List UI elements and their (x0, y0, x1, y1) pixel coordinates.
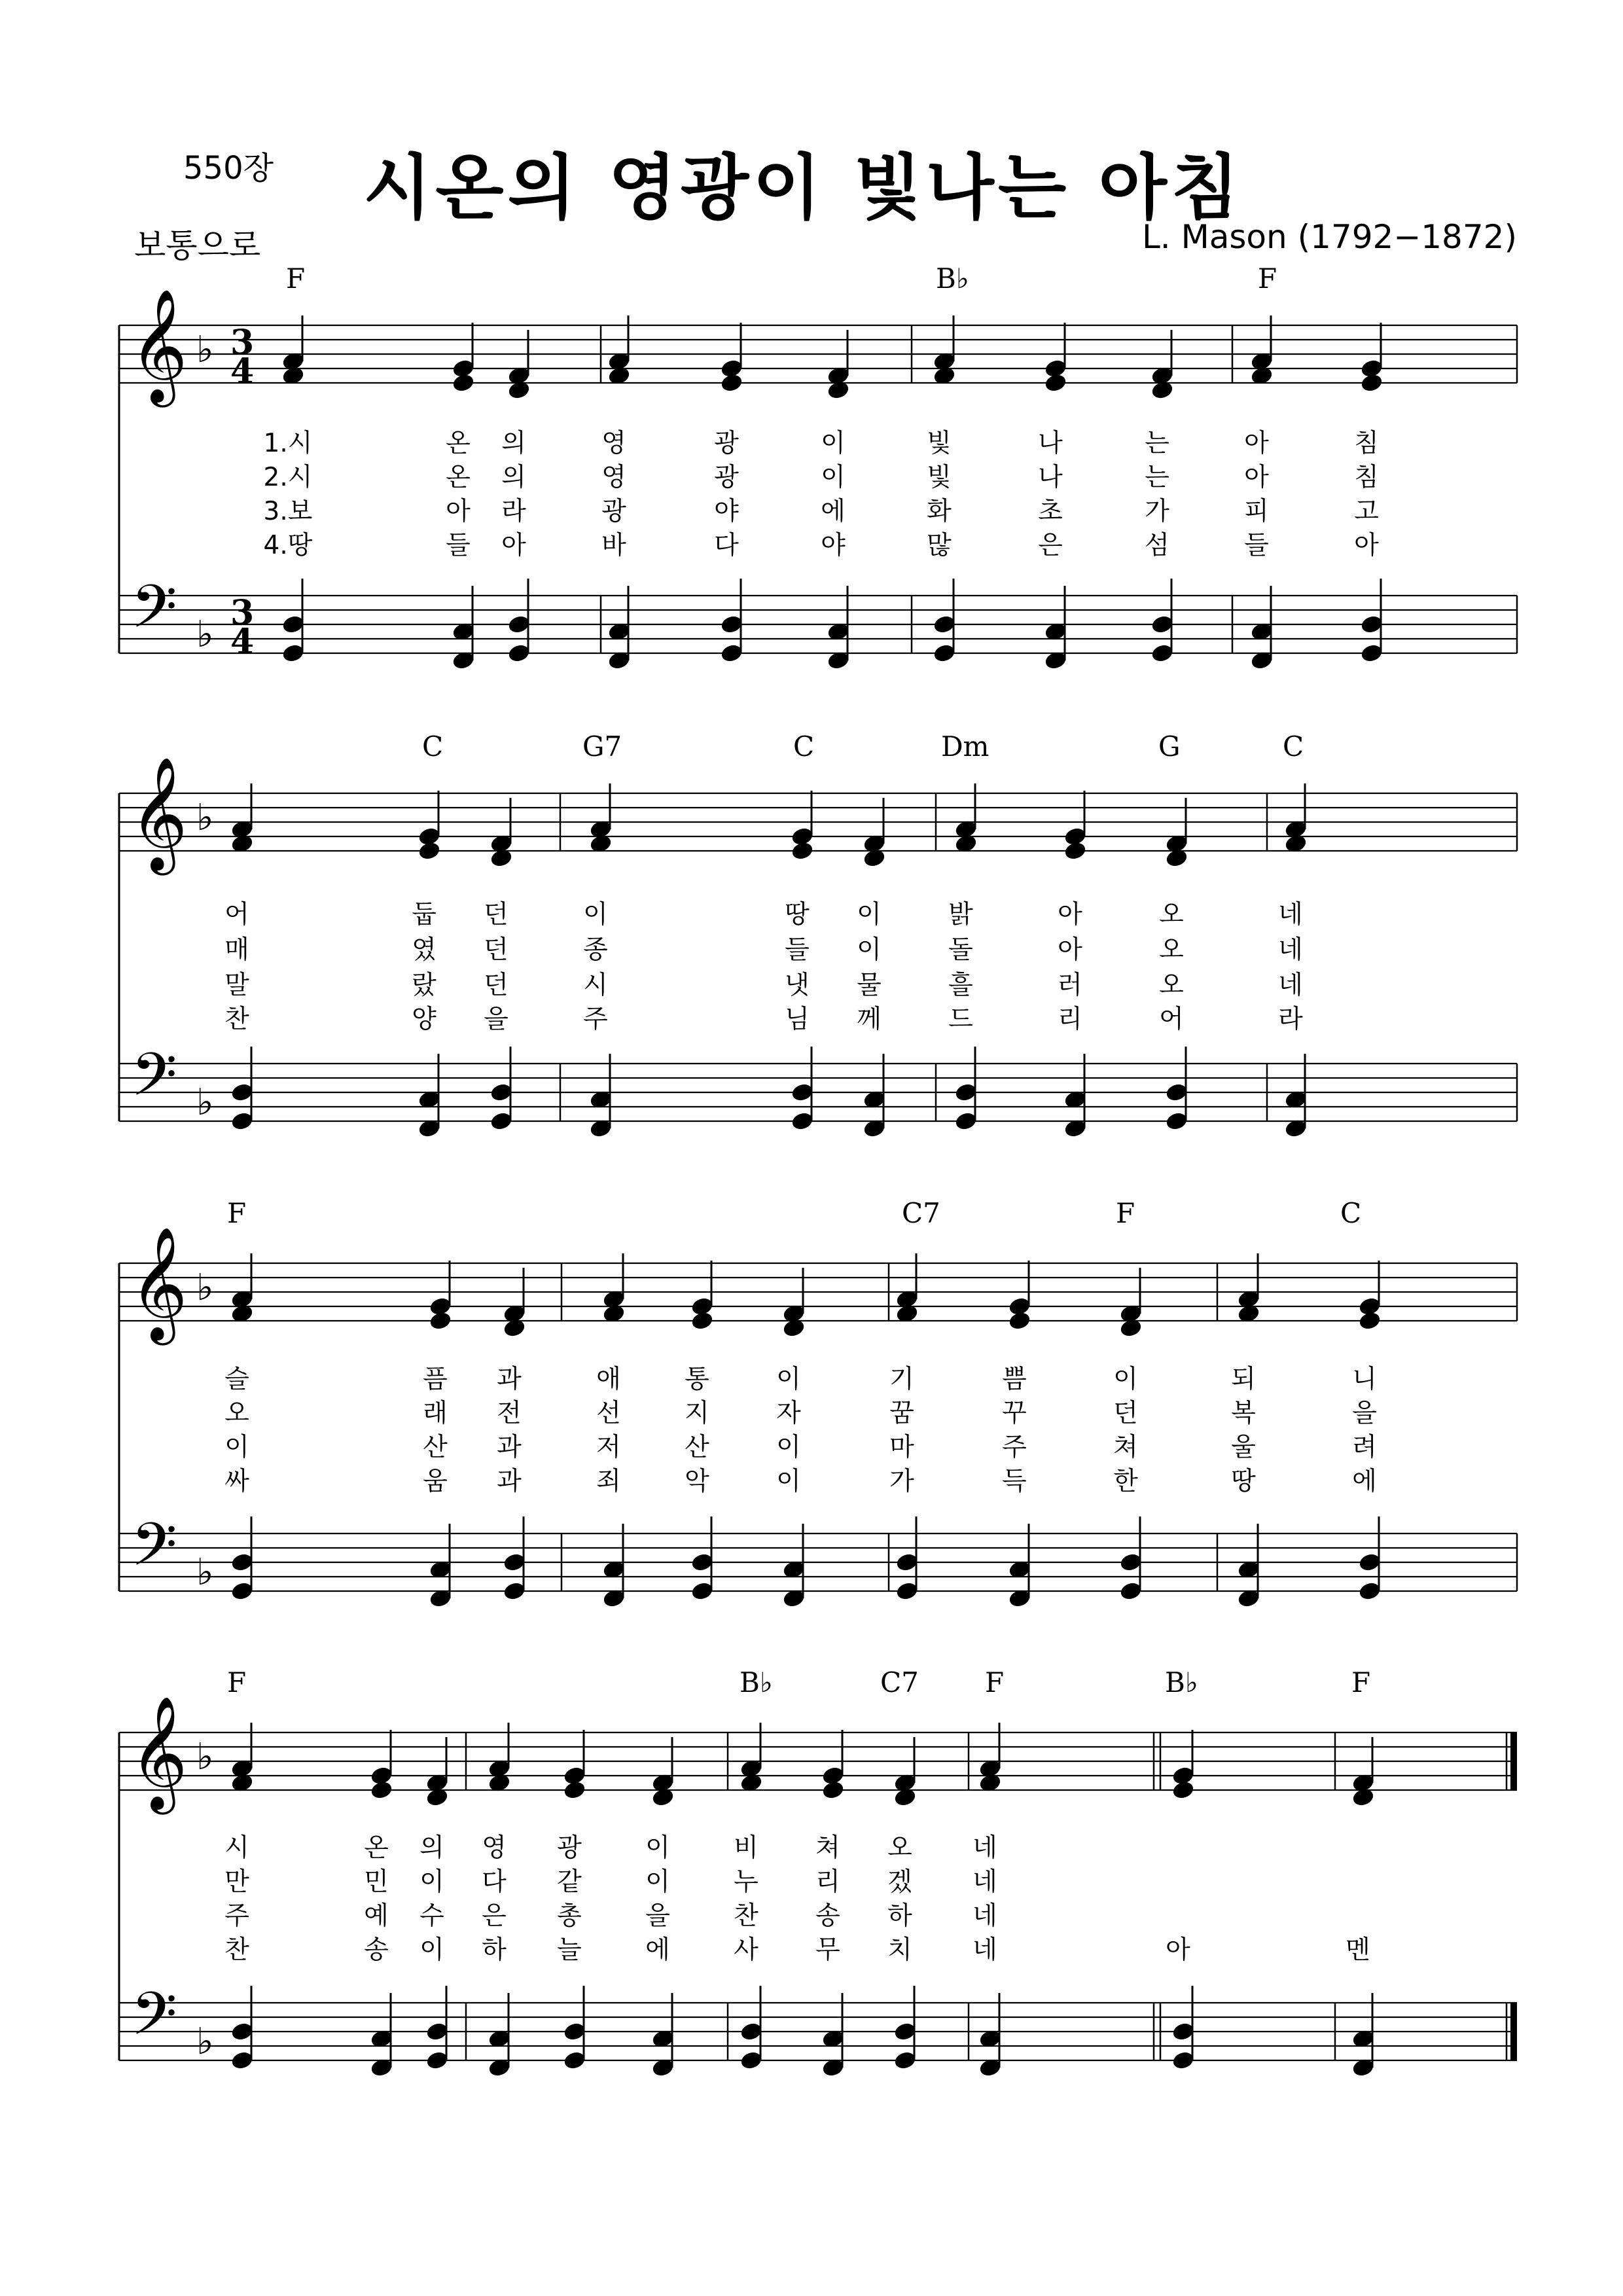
treble-note-head (563, 1780, 586, 1801)
lyric-syllable: 아 (1244, 463, 1269, 492)
bass-key-flat-icon: ♭ (196, 1551, 214, 1594)
chord-symbol: F (286, 262, 306, 295)
lyric-syllable: 무 (815, 1935, 840, 1965)
lyric-syllable: 악 (685, 1467, 709, 1496)
lyric-syllable: 바 (601, 531, 626, 560)
lyric-syllable: 수 (419, 1901, 444, 1931)
lyric-syllable: 빛 (927, 463, 952, 492)
lyric-syllable: 였 (412, 935, 437, 965)
lyric-syllable: 늘 (557, 1935, 582, 1965)
lyric-syllable: 주 (1002, 1433, 1027, 1462)
bass-clef-icon: 𝄢 (131, 1510, 177, 1594)
hymn-title: 시온의 영광이 빛나는 아침 (363, 147, 1243, 229)
lyric-syllable: 의 (419, 1833, 444, 1863)
chord-symbol: Dm (941, 730, 990, 762)
lyric-syllable: 전 (497, 1399, 522, 1428)
lyric-syllable: 을 (645, 1901, 670, 1931)
lyric-syllable: 리 (815, 1867, 840, 1897)
lyric-syllable: 가 (1145, 497, 1169, 526)
lyric-syllable: 찬 (734, 1901, 758, 1931)
treble-key-flat-icon: ♭ (196, 1736, 214, 1778)
lyric-syllable: 하 (482, 1935, 507, 1965)
lyric-syllable: 섬 (1145, 531, 1169, 560)
lyric-syllable: 가 (889, 1467, 914, 1496)
lyric-syllable: 이 (857, 900, 882, 929)
treble-staff (119, 793, 1517, 851)
lyric-syllable: 이 (776, 1433, 801, 1462)
lyric-syllable: 과 (497, 1467, 522, 1496)
lyric-syllable: 오 (1159, 900, 1184, 929)
lyric-syllable: 피 (1244, 497, 1269, 526)
lyric-syllable: 송 (364, 1935, 389, 1965)
lyric-syllable: 이 (419, 1935, 444, 1965)
chord-symbol: F (227, 1197, 247, 1229)
lyric-syllable: 영 (482, 1833, 507, 1863)
lyric-syllable: 산 (685, 1433, 709, 1462)
lyric-syllable: 은 (1038, 531, 1063, 560)
lyric-syllable: 비 (734, 1833, 758, 1863)
chord-symbol: C7 (880, 1666, 919, 1698)
lyric-syllable: 침 (1354, 429, 1379, 458)
bass-clef-icon: 𝄢 (131, 572, 177, 656)
lyric-syllable: 기 (889, 1365, 914, 1394)
chord-symbol: G7 (582, 730, 622, 762)
lyric-syllable: 3.보 (263, 497, 313, 526)
lyric-syllable: 어 (224, 900, 249, 929)
lyric-syllable: 득 (1002, 1467, 1027, 1496)
lyric-syllable: 쁨 (1002, 1365, 1027, 1394)
lyric-syllable: 야 (821, 531, 846, 560)
lyric-syllable: 마 (889, 1433, 914, 1462)
lyric-syllable: 영 (601, 429, 626, 458)
treble-note-head (370, 1780, 393, 1801)
lyric-syllable: 싸 (224, 1467, 249, 1496)
bass-staff (119, 1534, 1517, 1591)
lyric-syllable: 민 (364, 1867, 389, 1897)
lyric-syllable: 래 (423, 1399, 448, 1428)
lyric-syllable: 이 (583, 900, 608, 929)
lyric-syllable: 에 (821, 497, 846, 526)
lyric-syllable: 초 (1038, 497, 1063, 526)
lyric-syllable: 오 (887, 1833, 912, 1863)
lyric-syllable: 자 (776, 1399, 801, 1428)
treble-note-head (1008, 1311, 1031, 1331)
treble-staff (119, 325, 1517, 383)
lyric-syllable: 말 (224, 971, 249, 1000)
lyric-syllable: 찬 (224, 1005, 249, 1034)
lyric-syllable: 같 (557, 1867, 582, 1897)
lyric-syllable: 하 (887, 1901, 912, 1931)
lyric-syllable: 던 (484, 971, 508, 1000)
final-barline (1510, 2003, 1517, 2060)
lyric-syllable: 을 (1352, 1399, 1377, 1428)
lyric-syllable: 광 (714, 429, 739, 458)
lyric-syllable: 아 (501, 531, 526, 560)
tempo-marking: 보통으로 (134, 226, 261, 264)
lyric-syllable: 통 (685, 1365, 709, 1394)
lyric-syllable: 들 (446, 531, 471, 560)
lyric-syllable: 아 (1354, 531, 1379, 560)
lyric-syllable: 오 (1159, 935, 1184, 965)
lyric-syllable: 오 (1159, 971, 1184, 1000)
treble-note-head (791, 841, 814, 861)
treble-clef-icon: 𝄞 (130, 1227, 188, 1340)
lyric-syllable: 네 (1278, 935, 1303, 965)
lyric-syllable: 에 (645, 1935, 670, 1965)
lyric-syllable: 온 (364, 1833, 389, 1863)
lyric-syllable: 려 (1352, 1433, 1377, 1462)
lyric-syllable: 라 (501, 497, 526, 526)
lyric-syllable: 이 (776, 1467, 801, 1496)
lyric-syllable: 광 (714, 463, 739, 492)
treble-key-flat-icon: ♭ (196, 1266, 214, 1309)
chord-symbol: C7 (902, 1197, 940, 1229)
lyric-syllable: 시 (583, 971, 608, 1000)
lyric-syllable: 광 (557, 1833, 582, 1863)
lyric-syllable: 던 (484, 935, 508, 965)
time-signature-top: 3 (230, 323, 255, 363)
time-signature-bottom: 4 (230, 622, 255, 662)
treble-staff (119, 1263, 1517, 1321)
lyric-syllable: 총 (557, 1901, 582, 1931)
lyric-syllable: 은 (482, 1901, 507, 1931)
lyric-syllable: 는 (1145, 429, 1169, 458)
lyric-syllable: 땅 (1231, 1467, 1256, 1496)
chord-symbol: F (227, 1666, 247, 1698)
lyric-syllable: 돌 (948, 935, 973, 965)
lyric-syllable: 나 (1038, 463, 1063, 492)
treble-note-head (1360, 373, 1383, 393)
chord-symbol: G (1158, 730, 1181, 762)
lyric-syllable: 이 (1113, 1365, 1138, 1394)
lyric-syllable: 라 (1278, 1005, 1303, 1034)
lyric-syllable: 나 (1038, 429, 1063, 458)
lyric-syllable: 찬 (224, 1935, 249, 1965)
lyric-syllable: 영 (601, 463, 626, 492)
treble-note-head (821, 1780, 845, 1801)
lyric-syllable: 던 (484, 900, 508, 929)
lyric-syllable: 되 (1231, 1365, 1256, 1394)
lyric-syllable: 산 (423, 1433, 448, 1462)
lyric-syllable: 이 (821, 463, 846, 492)
lyric-syllable: 침 (1354, 463, 1379, 492)
lyric-syllable: 네 (972, 1833, 997, 1863)
lyric-syllable: 저 (596, 1433, 621, 1462)
lyric-syllable: 밝 (948, 900, 973, 929)
lyric-syllable: 꿈 (889, 1399, 914, 1428)
lyric-syllable: 주 (583, 1005, 608, 1034)
lyric-syllable: 던 (1113, 1399, 1138, 1428)
lyric-syllable: 이 (224, 1433, 249, 1462)
lyric-syllable: 사 (734, 1935, 758, 1965)
lyric-syllable: 과 (497, 1365, 522, 1394)
lyric-syllable: 오 (224, 1399, 249, 1428)
lyric-syllable: 주 (224, 1901, 249, 1931)
treble-clef-icon: 𝄞 (130, 757, 188, 870)
lyric-syllable: 물 (857, 971, 882, 1000)
lyric-syllable: 이 (776, 1365, 801, 1394)
chord-symbol: C (1340, 1197, 1362, 1229)
lyric-syllable: 2.시 (263, 463, 313, 492)
bass-key-flat-icon: ♭ (196, 2020, 214, 2063)
lyric-syllable: 야 (714, 497, 739, 526)
treble-note-head (1044, 373, 1067, 393)
treble-staff (119, 1732, 1517, 1790)
treble-note-head (1358, 1311, 1382, 1331)
lyric-syllable: 다 (714, 531, 739, 560)
treble-key-flat-icon: ♭ (196, 797, 214, 839)
lyric-syllable: 들 (1244, 531, 1269, 560)
lyric-syllable: 아 (1058, 900, 1082, 929)
lyric-syllable: 애 (596, 1365, 621, 1394)
lyric-syllable: 한 (1113, 1467, 1138, 1496)
lyric-syllable: 아 (1244, 429, 1269, 458)
lyric-syllable: 만 (224, 1867, 249, 1897)
lyric-syllable: 다 (482, 1867, 507, 1897)
lyric-syllable: 이 (821, 429, 846, 458)
lyric-syllable: 치 (887, 1935, 912, 1965)
lyric-syllable: 고 (1354, 497, 1379, 526)
bass-key-flat-icon: ♭ (196, 1081, 214, 1124)
lyric-syllable: 어 (1159, 1005, 1184, 1034)
lyric-syllable: 꾸 (1002, 1399, 1027, 1428)
lyric-syllable: 움 (423, 1467, 448, 1496)
lyric-syllable: 종 (583, 935, 608, 965)
chord-symbol: F (1116, 1197, 1135, 1229)
lyric-syllable: 네 (972, 1901, 997, 1931)
bass-staff (119, 2003, 1517, 2060)
lyric-syllable: 픔 (423, 1365, 448, 1394)
lyric-syllable: 죄 (596, 1467, 621, 1496)
lyric-syllable: 흘 (948, 971, 973, 1000)
treble-key-flat-icon: ♭ (196, 329, 214, 371)
treble-note-head (1171, 1780, 1195, 1801)
treble-note-head (418, 841, 441, 861)
lyric-syllable: 쳐 (815, 1833, 840, 1863)
lyric-syllable: 는 (1145, 463, 1169, 492)
lyric-syllable: 누 (734, 1867, 758, 1897)
lyric-syllable: 광 (601, 497, 626, 526)
lyric-syllable: 네 (972, 1935, 997, 1965)
lyric-syllable: 온 (446, 429, 471, 458)
lyric-syllable: 이 (645, 1867, 670, 1897)
lyric-syllable: 아 (446, 497, 471, 526)
lyric-syllable: 화 (927, 497, 952, 526)
lyric-syllable: 랐 (412, 971, 437, 1000)
lyric-syllable: 님 (785, 1005, 810, 1034)
lyric-syllable: 슬 (224, 1365, 249, 1394)
chord-symbol: F (985, 1666, 1005, 1698)
lyric-syllable: 멘 (1346, 1935, 1370, 1965)
lyric-syllable: 울 (1231, 1433, 1256, 1462)
lyric-syllable: 의 (501, 429, 526, 458)
lyric-syllable: 네 (1278, 971, 1303, 1000)
lyric-syllable: 이 (419, 1867, 444, 1897)
chord-symbol: F (1258, 262, 1277, 295)
lyric-syllable: 드 (948, 1005, 973, 1034)
lyric-syllable: 둡 (412, 900, 437, 929)
lyric-syllable: 쳐 (1113, 1433, 1138, 1462)
lyric-syllable: 러 (1058, 971, 1082, 1000)
bass-staff (119, 596, 1517, 653)
hymn-number: 550장 (183, 150, 274, 187)
chord-symbol: C (1283, 730, 1304, 762)
lyric-syllable: 1.시 (263, 429, 313, 458)
lyric-syllable: 많 (927, 531, 952, 560)
chord-symbol: B♭ (1165, 1666, 1198, 1698)
lyric-syllable: 들 (785, 935, 810, 965)
lyric-syllable: 지 (685, 1399, 709, 1428)
treble-note-head (1063, 841, 1087, 861)
lyric-syllable: 빛 (927, 429, 952, 458)
composer-credit: L. Mason (1792−1872) (1141, 218, 1517, 256)
lyric-syllable: 께 (857, 1005, 882, 1034)
treble-note-head (690, 1311, 714, 1331)
treble-note-head (452, 373, 475, 393)
lyric-syllable: 선 (596, 1399, 621, 1428)
lyric-syllable: 양 (412, 1005, 437, 1034)
lyric-syllable: 냇 (785, 971, 810, 1000)
lyric-syllable: 예 (364, 1901, 389, 1931)
lyric-syllable: 송 (815, 1901, 840, 1931)
lyric-syllable: 리 (1058, 1005, 1082, 1034)
lyric-syllable: 네 (972, 1867, 997, 1897)
bass-clef-icon: 𝄢 (131, 1979, 177, 2063)
lyric-syllable: 시 (224, 1833, 249, 1863)
lyric-syllable: 아 (1166, 1935, 1190, 1965)
lyric-syllable: 에 (1352, 1467, 1377, 1496)
final-barline (1510, 1732, 1517, 1790)
chord-symbol: C (793, 730, 815, 762)
chord-symbol: B♭ (936, 262, 969, 295)
treble-note-head (720, 373, 743, 393)
lyric-syllable: 온 (446, 463, 471, 492)
lyric-syllable: 복 (1231, 1399, 1256, 1428)
lyric-syllable: 네 (1278, 900, 1303, 929)
lyric-syllable: 4.땅 (263, 531, 313, 560)
lyric-syllable: 땅 (785, 900, 810, 929)
lyric-syllable: 매 (224, 935, 249, 965)
bass-key-flat-icon: ♭ (196, 613, 214, 656)
treble-clef-icon: 𝄞 (130, 1696, 188, 1810)
lyric-syllable: 아 (1058, 935, 1082, 965)
lyric-syllable: 을 (484, 1005, 508, 1034)
treble-note-head (429, 1311, 452, 1331)
lyric-syllable: 이 (645, 1833, 670, 1863)
time-signature-bottom: 4 (230, 351, 255, 391)
chord-symbol: B♭ (740, 1666, 773, 1698)
time-signature-top: 3 (230, 593, 255, 633)
lyric-syllable: 겠 (887, 1867, 912, 1897)
bass-clef-icon: 𝄢 (131, 1040, 177, 1124)
lyric-syllable: 니 (1352, 1365, 1377, 1394)
bass-staff (119, 1064, 1517, 1121)
lyric-syllable: 이 (857, 935, 882, 965)
lyric-syllable: 의 (501, 463, 526, 492)
treble-clef-icon: 𝄞 (130, 289, 188, 403)
lyric-syllable: 과 (497, 1433, 522, 1462)
chord-symbol: F (1351, 1666, 1371, 1698)
chord-symbol: C (422, 730, 444, 762)
